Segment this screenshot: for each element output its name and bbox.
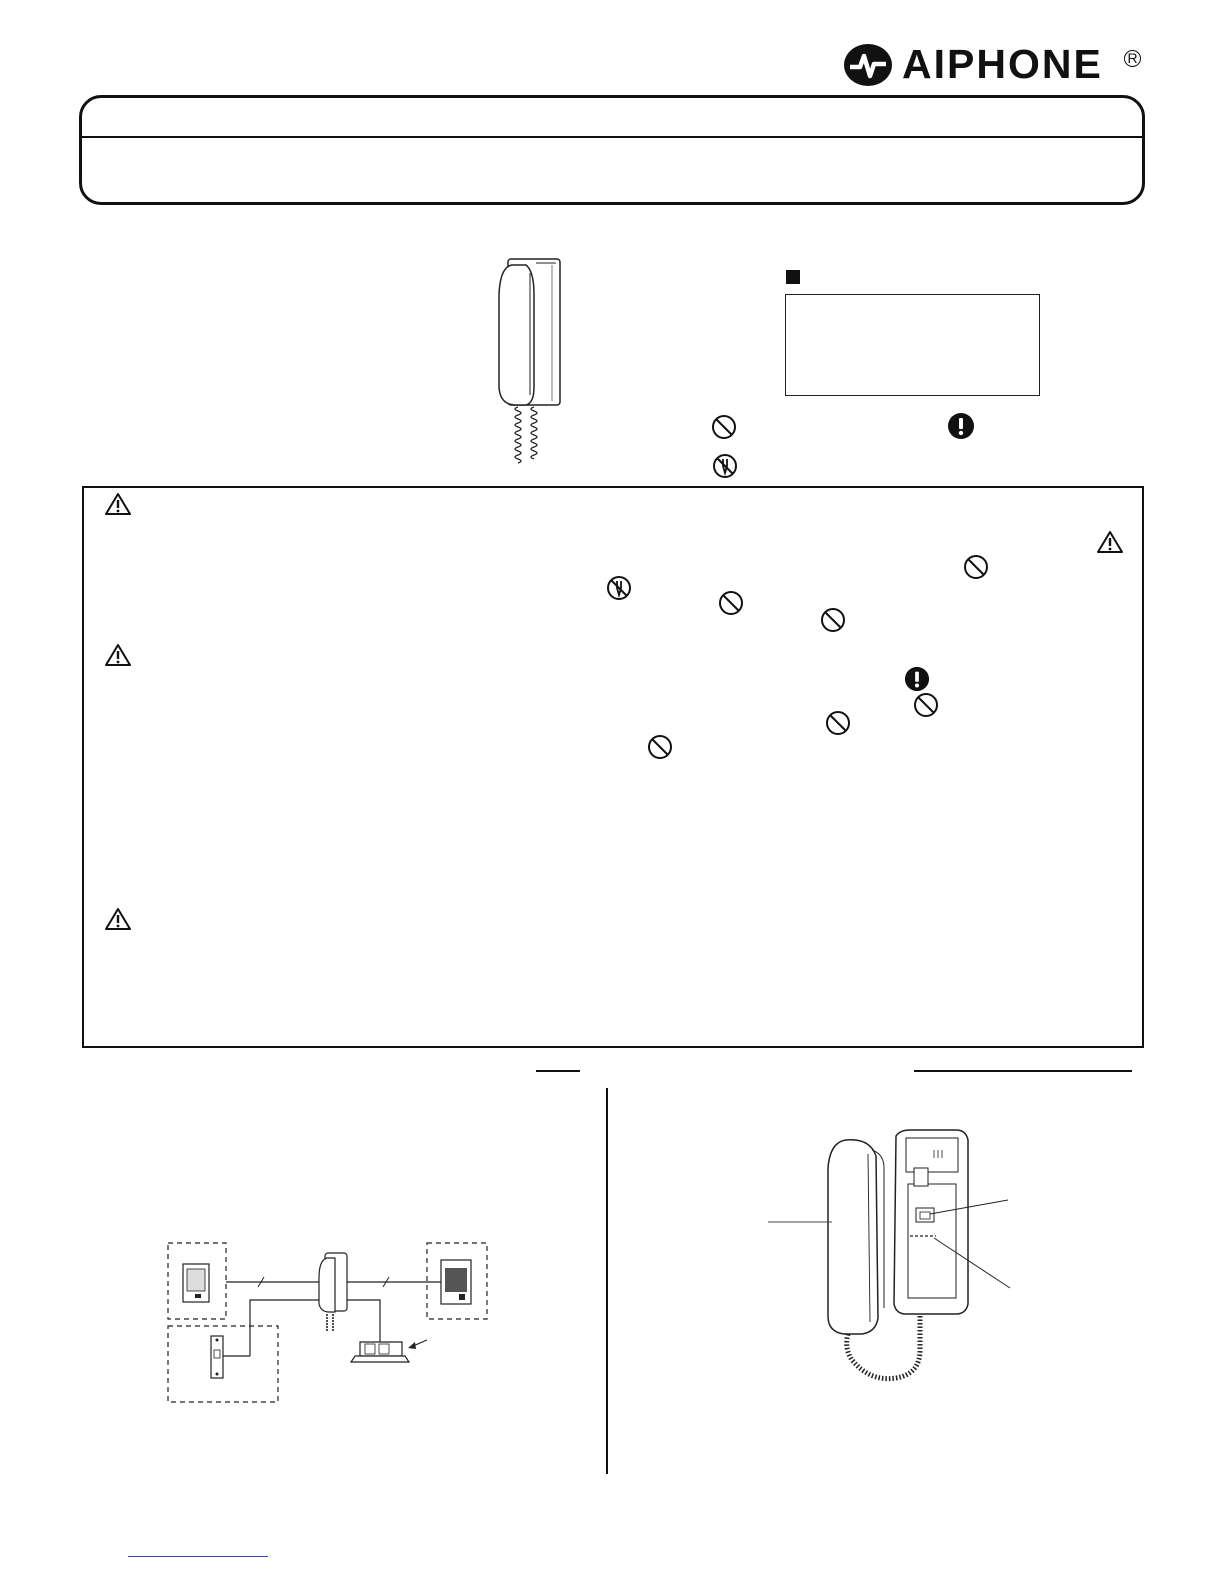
footer-link-underline[interactable]	[128, 1556, 268, 1557]
title-divider	[82, 136, 1142, 138]
aiphone-logo-icon	[842, 42, 894, 88]
prohibition-circle-icon	[913, 692, 939, 718]
electric-door-lock-icon	[211, 1336, 223, 1378]
parts-identification-illustration	[760, 1128, 1040, 1388]
section-underline-left	[536, 1070, 580, 1072]
warning-triangle-icon	[104, 907, 132, 931]
prohibition-circle-icon	[711, 414, 737, 440]
power-supply-icon	[351, 1340, 427, 1362]
prohibition-circle-icon	[825, 710, 851, 736]
prohibition-circle-icon	[718, 590, 744, 616]
section-bullet	[786, 270, 800, 284]
notice-box	[785, 294, 1040, 396]
base-unit-icon	[894, 1130, 968, 1314]
warning-triangle-icon	[1096, 530, 1124, 554]
section-underline-right	[914, 1070, 1132, 1072]
exclamation-circle-icon	[904, 666, 930, 692]
no-disassembly-icon	[606, 575, 632, 601]
title-box	[79, 95, 1145, 205]
exclamation-circle-icon	[947, 412, 975, 440]
speaker-station-icon	[441, 1260, 471, 1304]
prohibition-circle-icon	[963, 554, 989, 580]
intercom-station-illustration	[490, 255, 570, 465]
handset-station-icon	[319, 1253, 347, 1332]
door-station-icon	[183, 1264, 209, 1302]
brand-name: AIPHONE	[902, 41, 1103, 87]
handset-icon	[828, 1140, 884, 1334]
prohibition-circle-icon	[820, 607, 846, 633]
registered-mark: R	[1124, 50, 1141, 67]
column-divider	[606, 1088, 608, 1474]
no-disassembly-icon	[712, 453, 738, 479]
system-wiring-diagram	[165, 1238, 495, 1408]
prohibition-circle-icon	[647, 734, 673, 760]
warning-triangle-icon	[104, 643, 132, 667]
warning-triangle-icon	[104, 492, 132, 516]
